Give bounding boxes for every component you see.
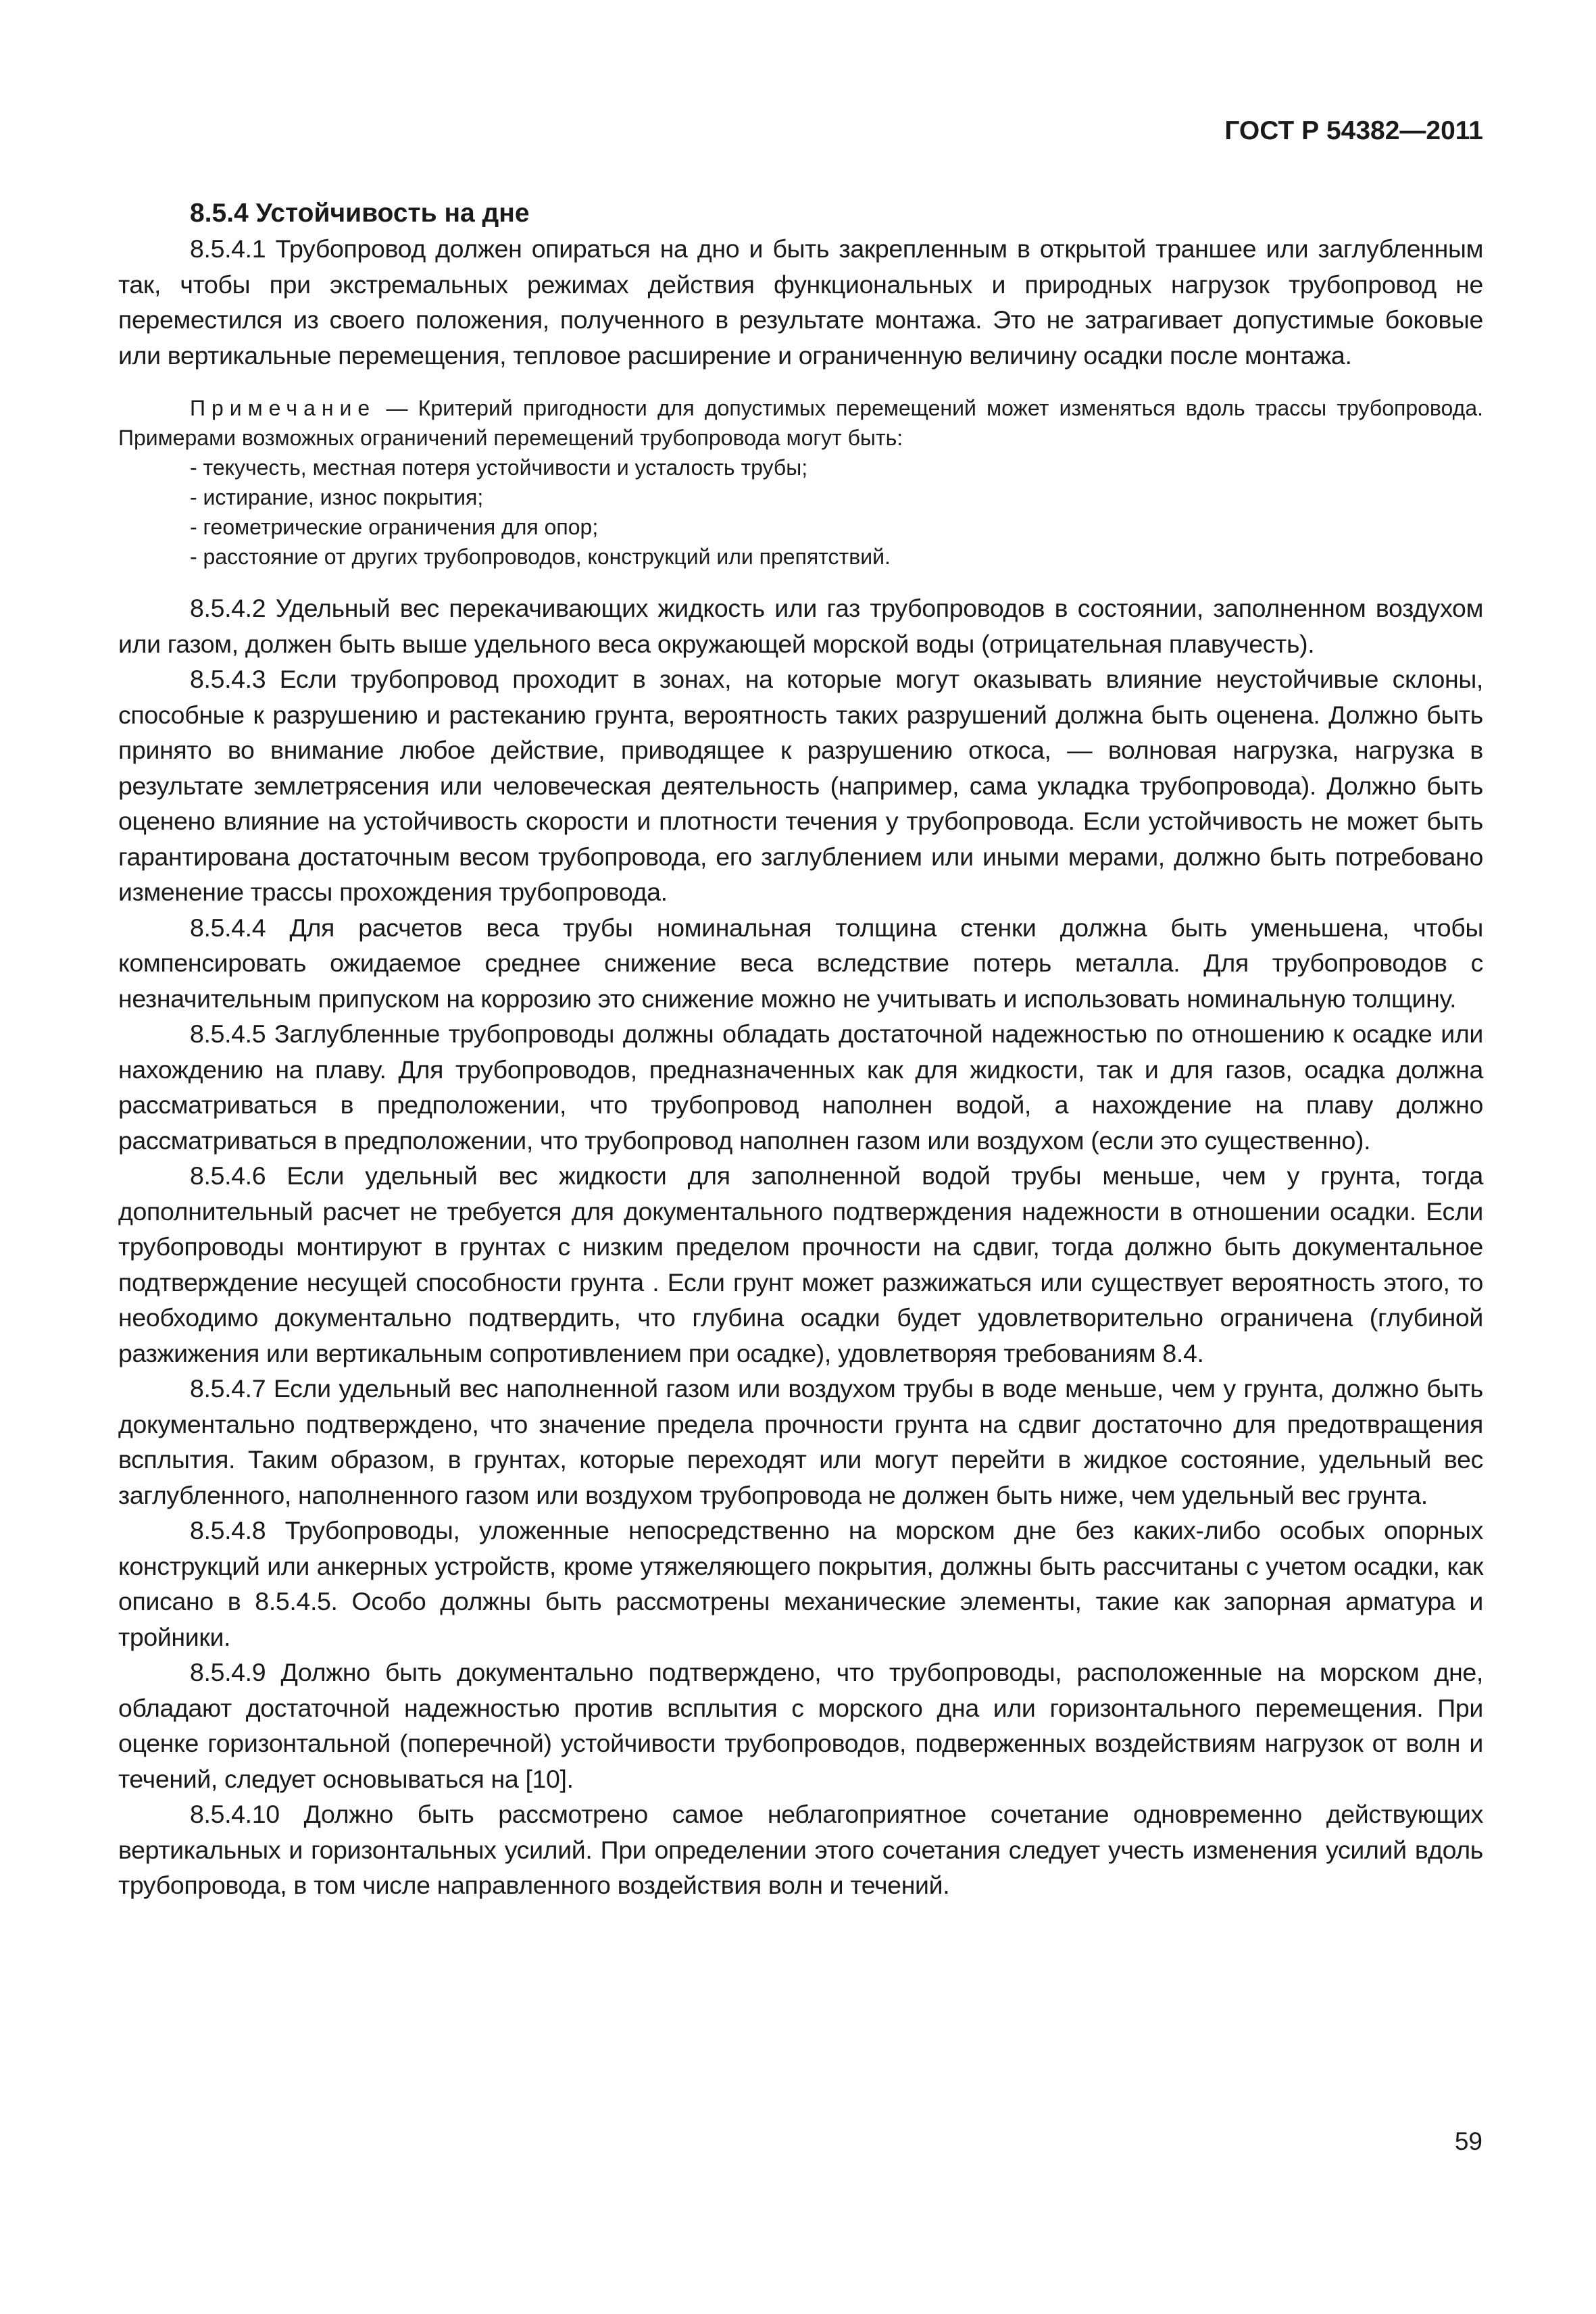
- paragraph-8-5-4-7: 8.5.4.7 Если удельный вес наполненной газом или воздухом трубы в воде меньше, чем у грунта, должно быть документально подтверждено, что значение предела прочности грунта на сдвиг достаточно для предотвращения всплытия. Таким образом, в грунтах, которые переходят или могут перейти в жидкое состояние, удельный вес заглубленного, наполненного газом или воздухом трубопровода не должен быть ниже, чем удельный вес грунта.: [118, 1374, 1483, 1509]
- note-list-item: - расстояние от других трубопроводов, конструкций или препятствий.: [190, 545, 891, 569]
- paragraph-8-5-4-10: 8.5.4.10 Должно быть рассмотрено самое неблагоприятное сочетание одновременно действующих вертикальных и горизонтальных усилий. При определении этого сочетания следует учесть изменения усилий вдоль трубопровода, в том числе направленного воздействия волн и течений.: [118, 1800, 1483, 1899]
- paragraph-8-5-4-3: 8.5.4.3 Если трубопровод проходит в зонах, на которые могут оказывать влияние неустойчивые склоны, способные к разрушению и растеканию грунта, вероятность таких разрушений должна быть оценена. Должно быть принято во внимание любое действие, приводящее к разрушению откоса, — волновая нагрузка, нагрузка в результате землетрясения или человеческая деятельность (например, сама укладка трубопровода). Должно быть оценено влияние на устойчивость скорости и плотности течения у трубопровода. Если устойчивость не может быть гарантирована достаточным весом трубопровода, его заглублением или иными мерами, должно быть потребовано изменение трассы прохождения трубопровода.: [118, 665, 1483, 906]
- paragraph-8-5-4-5: 8.5.4.5 Заглубленные трубопроводы должны обладать достаточной надежностью по отношению к осадке или нахождению на плаву. Для трубопроводов, предназначенных как для жидкости, так и для газов, осадка должна рассматриваться в предположении, что трубопровод наполнен водой, а нахождение на плаву должно рассматриваться в предположении, что трубопровод наполнен газом или воздухом (если это существенно).: [118, 1020, 1483, 1155]
- note-list-item: - геометрические ограничения для опор;: [190, 515, 599, 539]
- paragraph-8-5-4-1: 8.5.4.1 Трубопровод должен опираться на дно и быть закрепленным в открытой траншее или заглубленным так, чтобы при экстремальных режимах действия функциональных и природных нагрузок трубопровод не переместился из своего положения, полученного в результате монтажа. Это не затрагивает допустимые боковые или вертикальные перемещения, тепловое расширение и ограниченную величину осадки после монтажа.: [118, 234, 1483, 370]
- page-number: 59: [1454, 2128, 1482, 2155]
- note-list: [118, 453, 1483, 572]
- paragraph-8-5-4-2: 8.5.4.2 Удельный вес перекачивающих жидкость или газ трубопроводов в состоянии, заполненном воздухом или газом, должен быть выше удельного веса окружающей морской воды (отрицательная плавучесть).: [118, 594, 1483, 658]
- note-label: Примечание: [190, 396, 376, 420]
- note-text: Критерий пригодности для допустимых перемещений может изменяться вдоль трассы трубопровода. Примерами возможных ограничений перемещений трубопровода могут быть:: [118, 396, 1483, 450]
- paragraph-8-5-4-9: 8.5.4.9 Должно быть документально подтверждено, что трубопроводы, расположенные на морском дне, обладают достаточной надежностью против всплытия с морского дна или горизонтального перемещения. При оценке горизонтальной (поперечной) устойчивости трубопроводов, подверженных воздействиям нагрузок от волн и течений, следует основываться на [10].: [118, 1658, 1483, 1793]
- note-list-item: - истирание, износ покрытия;: [190, 485, 484, 509]
- paragraph-8-5-4-4: 8.5.4.4 Для расчетов веса трубы номинальная толщина стенки должна быть уменьшена, чтобы компенсировать ожидаемое среднее снижение веса вследствие потерь металла. Для трубопроводов с незначительным припуском на коррозию это снижение можно не учитывать и использовать номинальную толщину.: [118, 913, 1483, 1013]
- paragraph-8-5-4-8: 8.5.4.8 Трубопроводы, уложенные непосредственно на морском дне без каких-либо особых опорных конструкций или анкерных устройств, кроме утяжеляющего покрытия, должны быть рассчитаны с учетом осадки, как описано в 8.5.4.5. Особо должны быть рассмотрены механические элементы, такие как запорная арматура и тройники.: [118, 1516, 1483, 1651]
- note-dash: —: [376, 396, 418, 420]
- document-code-header: ГОСТ Р 54382—2011: [1224, 116, 1483, 145]
- section-title: 8.5.4 Устойчивость на дне: [190, 199, 530, 228]
- note-block: [118, 393, 1483, 572]
- note-list-item: - текучесть, местная потеря устойчивости и усталость трубы;: [190, 455, 808, 480]
- note-lead: [118, 393, 1483, 453]
- paragraph-8-5-4-6: 8.5.4.6 Если удельный вес жидкости для заполненной водой трубы меньше, чем у грунта, тогда дополнительный расчет не требуется для документального подтверждения надежности в отношении осадки. Если трубопроводы монтируют в грунтах с низким пределом прочности на сдвиг, тогда должно быть документальное подтверждение несущей способности грунта . Если грунт может разжижаться или существует вероятность этого, то необходимо документально подтвердить, что глубина осадки будет удовлетворительно ограничена (глубиной разжижения или вертикальным сопротивлением при осадке), удовлетворяя требованиям 8.4.: [118, 1161, 1483, 1367]
- document-page: [118, 115, 1483, 1903]
